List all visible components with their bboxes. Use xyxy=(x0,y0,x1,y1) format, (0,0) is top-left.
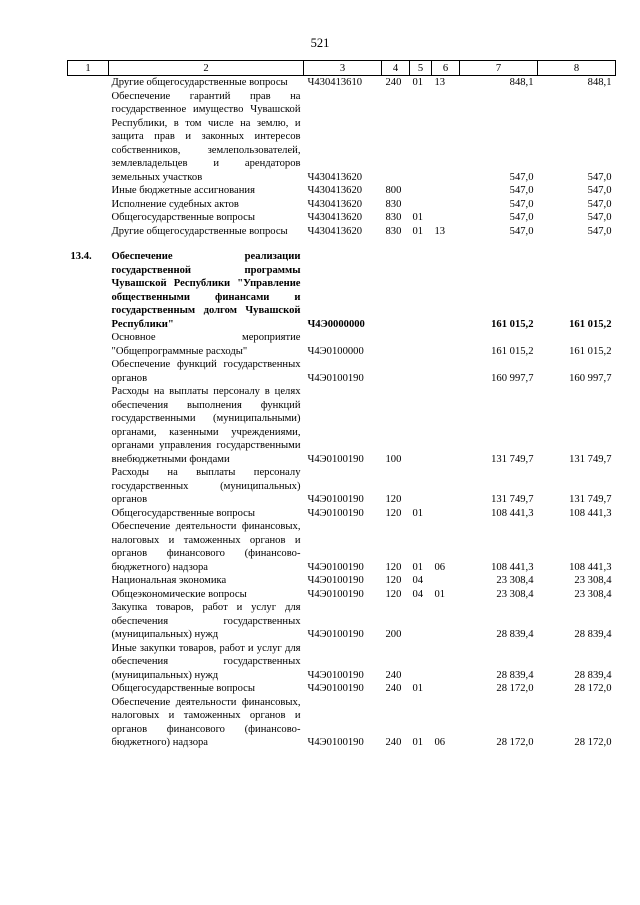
row-code: Ч4Э0100190 xyxy=(307,494,364,505)
budget-table xyxy=(67,60,616,750)
row-number xyxy=(68,574,109,588)
row-amount-col7: 547,0 xyxy=(509,212,534,223)
header-cell: 4 xyxy=(382,61,410,76)
row-amount-col8: 131 749,7 xyxy=(569,494,612,505)
row-code: Ч430413620 xyxy=(307,198,363,210)
spacer-cell xyxy=(68,238,616,250)
header-cell: 7 xyxy=(460,61,538,76)
row-code: Ч4Э0100190 xyxy=(307,507,364,519)
table-row xyxy=(68,696,616,750)
row-code: Ч430413620 xyxy=(307,185,363,196)
row-name: Другие общегосударственные вопросы xyxy=(111,77,288,88)
row-section: 01 xyxy=(412,507,424,519)
row-number xyxy=(68,601,109,642)
header-cell: 2 xyxy=(109,61,304,76)
row-expense-type xyxy=(382,358,410,385)
row-subsection xyxy=(432,331,460,358)
row-expense-type: 100 xyxy=(385,453,402,465)
table-row xyxy=(68,90,616,185)
row-subsection xyxy=(432,211,460,225)
table-row xyxy=(68,358,616,385)
row-amount-col8: 131 749,7 xyxy=(569,453,612,465)
row-section xyxy=(410,642,432,683)
row-code: Ч430413620 xyxy=(307,171,363,183)
row-name: Национальная экономика xyxy=(111,575,227,586)
row-subsection xyxy=(432,358,460,385)
row-number xyxy=(68,331,109,358)
row-code: Ч4Э0100190 xyxy=(307,453,364,465)
row-code: Ч4Э0100190 xyxy=(307,575,364,586)
row-name: Обеспечение функций государственных органов xyxy=(111,359,301,384)
row-section: 01 xyxy=(412,561,424,573)
row-amount-col7: 108 441,3 xyxy=(491,507,534,519)
row-number xyxy=(68,466,109,507)
table-row xyxy=(68,588,616,602)
row-code: Ч4Э0100190 xyxy=(307,629,364,640)
row-section: 04 xyxy=(412,575,424,586)
row-section xyxy=(410,358,432,385)
row-amount-col7: 160 997,7 xyxy=(491,372,534,384)
row-subsection xyxy=(432,642,460,683)
row-section xyxy=(410,198,432,212)
row-name: Расходы на выплаты персоналу в целях обеспечения выполнения функций государственными (муниципальными) органами, казенными учреждениями, органами управления государственными внебюджетными фондами xyxy=(111,386,301,465)
row-amount-col7: 131 749,7 xyxy=(491,494,534,505)
row-subsection: 13 xyxy=(434,77,446,88)
table-row xyxy=(68,642,616,683)
table-row xyxy=(68,198,616,212)
row-name: Иные закупки товаров, работ и услуг для обеспечения государственных (муниципальных) нужд xyxy=(111,642,301,681)
table-row xyxy=(68,385,616,466)
row-expense-type: 240 xyxy=(385,77,402,88)
row-expense-type xyxy=(382,90,410,185)
page-number: 521 xyxy=(310,36,330,50)
row-amount-col7: 547,0 xyxy=(509,225,534,237)
row-spacer xyxy=(68,238,616,250)
row-section: 01 xyxy=(412,225,424,237)
row-number xyxy=(68,385,109,466)
row-subsection xyxy=(432,90,460,185)
row-expense-type: 120 xyxy=(385,588,402,600)
row-subsection xyxy=(432,507,460,521)
header-cell: 6 xyxy=(432,61,460,76)
header-cell: 8 xyxy=(538,61,616,76)
row-number xyxy=(68,520,109,574)
row-amount-col7: 547,0 xyxy=(509,171,534,183)
row-code: Ч4Э0000000 xyxy=(307,318,365,330)
row-section: 01 xyxy=(412,737,424,748)
row-code: Ч4Э0100000 xyxy=(307,345,364,357)
row-amount-col8: 23 308,4 xyxy=(574,575,612,586)
table-row xyxy=(68,601,616,642)
row-amount-col7: 848,1 xyxy=(509,77,534,88)
row-expense-type: 830 xyxy=(385,212,402,223)
row-number xyxy=(68,184,109,198)
row-code: Ч430413620 xyxy=(307,212,363,223)
row-name: Общеэкономические вопросы xyxy=(111,588,247,600)
row-amount-col7: 28 839,4 xyxy=(496,669,534,681)
row-expense-type: 240 xyxy=(385,669,402,681)
row-name: Иные бюджетные ассигнования xyxy=(111,185,255,196)
row-section: 04 xyxy=(412,588,424,600)
row-subsection xyxy=(432,574,460,588)
row-number xyxy=(68,90,109,185)
row-amount-col8: 547,0 xyxy=(587,198,612,210)
header-cell: 3 xyxy=(304,61,382,76)
row-amount-col8: 160 997,7 xyxy=(569,372,612,384)
row-amount-col7: 28 172,0 xyxy=(496,683,534,694)
row-amount-col7: 23 308,4 xyxy=(496,575,534,586)
row-name: Обеспечение гарантий прав на государственное имущество Чувашской Республики, в том числе на землю, и защита прав и законных интересов собственников, землепользователей, землевладельцев и арендаторов земельных участков xyxy=(111,90,301,183)
header-cell: 5 xyxy=(410,61,432,76)
table-row xyxy=(68,520,616,574)
row-subsection xyxy=(432,385,460,466)
row-amount-col8: 547,0 xyxy=(587,225,612,237)
row-amount-col8: 28 839,4 xyxy=(574,669,612,681)
row-amount-col7: 161 015,2 xyxy=(491,318,534,330)
row-amount-col8: 23 308,4 xyxy=(574,588,612,600)
row-subsection: 06 xyxy=(434,561,446,573)
row-number xyxy=(68,507,109,521)
table-row xyxy=(68,682,616,696)
row-amount-col8: 161 015,2 xyxy=(569,345,612,357)
row-code: Ч4Э0100190 xyxy=(307,669,364,681)
row-subsection: 01 xyxy=(434,588,446,600)
table-row xyxy=(68,211,616,225)
row-amount-col7: 28 839,4 xyxy=(496,629,534,640)
row-expense-type: 200 xyxy=(385,629,402,640)
row-code: Ч430413620 xyxy=(307,225,363,237)
row-expense-type: 830 xyxy=(385,225,402,237)
row-subsection: 13 xyxy=(434,225,446,237)
row-number: 13.4. xyxy=(70,251,92,262)
row-amount-col8: 848,1 xyxy=(587,77,612,88)
row-expense-type: 800 xyxy=(385,185,402,196)
row-expense-type: 120 xyxy=(385,561,402,573)
header-row xyxy=(68,61,616,76)
row-section xyxy=(410,385,432,466)
row-number xyxy=(68,358,109,385)
row-section: 01 xyxy=(412,212,424,223)
row-number xyxy=(68,198,109,212)
row-amount-col8: 547,0 xyxy=(587,171,612,183)
row-amount-col7: 108 441,3 xyxy=(491,561,534,573)
row-subsection xyxy=(432,250,460,331)
row-expense-type: 830 xyxy=(385,198,402,210)
row-code: Ч4Э0100190 xyxy=(307,561,364,573)
row-number xyxy=(68,682,109,696)
row-section xyxy=(410,184,432,198)
row-amount-col7: 131 749,7 xyxy=(491,453,534,465)
row-expense-type: 240 xyxy=(385,683,402,694)
row-section xyxy=(410,331,432,358)
row-name: Общегосударственные вопросы xyxy=(111,507,255,519)
row-number xyxy=(68,642,109,683)
row-number xyxy=(68,588,109,602)
row-amount-col7: 23 308,4 xyxy=(496,588,534,600)
table-row xyxy=(68,76,616,90)
header-cell: 1 xyxy=(68,61,109,76)
row-code: Ч4Э0100190 xyxy=(307,372,364,384)
table-row xyxy=(68,466,616,507)
row-name: Обеспечение деятельности финансовых, налоговых и таможенных органов и органов финансового (финансово-бюджетного) надзора xyxy=(111,521,301,573)
row-amount-col8: 28 172,0 xyxy=(574,737,612,748)
row-expense-type: 120 xyxy=(385,494,402,505)
row-subsection xyxy=(432,601,460,642)
row-amount-col8: 547,0 xyxy=(587,212,612,223)
table-row xyxy=(68,507,616,521)
row-name: Общегосударственные вопросы xyxy=(111,212,255,223)
row-section: 01 xyxy=(412,77,424,88)
row-expense-type: 120 xyxy=(385,507,402,519)
row-section xyxy=(410,466,432,507)
row-code: Ч430413610 xyxy=(307,77,363,88)
row-code: Ч4Э0100190 xyxy=(307,683,364,694)
row-amount-col7: 547,0 xyxy=(509,185,534,196)
row-name: Расходы на выплаты персоналу государственных (муниципальных) органов xyxy=(111,467,301,505)
row-name: Другие общегосударственные вопросы xyxy=(111,225,288,237)
row-expense-type: 240 xyxy=(385,737,402,748)
row-number xyxy=(68,211,109,225)
row-name: Общегосударственные вопросы xyxy=(111,683,255,694)
row-amount-col7: 28 172,0 xyxy=(496,737,534,748)
row-name: Закупка товаров, работ и услуг для обеспечения государственных (муниципальных) нужд xyxy=(111,602,301,640)
row-expense-type xyxy=(382,250,410,331)
row-name: Исполнение судебных актов xyxy=(111,198,239,210)
table-row xyxy=(68,184,616,198)
row-subsection xyxy=(432,184,460,198)
row-section xyxy=(410,90,432,185)
row-expense-type: 120 xyxy=(385,575,402,586)
table-row xyxy=(68,574,616,588)
row-subsection xyxy=(432,198,460,212)
row-amount-col7: 547,0 xyxy=(509,198,534,210)
row-amount-col8: 108 441,3 xyxy=(569,561,612,573)
row-section xyxy=(410,250,432,331)
table-row xyxy=(68,225,616,239)
row-code: Ч4Э0100190 xyxy=(307,588,364,600)
row-amount-col8: 161 015,2 xyxy=(569,318,612,330)
row-name: Обеспечение деятельности финансовых, налоговых и таможенных органов и органов финансового (финансово-бюджетного) надзора xyxy=(111,696,301,748)
row-amount-col8: 28 172,0 xyxy=(574,683,612,694)
row-number xyxy=(68,76,109,90)
row-amount-col7: 161 015,2 xyxy=(491,345,534,357)
table-row xyxy=(68,250,616,331)
row-name: Основное мероприятие "Общепрограммные расходы" xyxy=(111,332,301,357)
row-section: 01 xyxy=(412,683,424,694)
row-subsection xyxy=(432,682,460,696)
row-name: Обеспечение реализации государственной программы Чувашской Республики "Управление общественными финансами и государственным долгом Чувашской Республики" xyxy=(111,251,301,330)
row-number xyxy=(68,696,109,750)
row-amount-col8: 108 441,3 xyxy=(569,507,612,519)
table-row xyxy=(68,331,616,358)
row-amount-col8: 547,0 xyxy=(587,185,612,196)
row-number xyxy=(68,225,109,239)
row-code: Ч4Э0100190 xyxy=(307,737,364,748)
row-expense-type xyxy=(382,331,410,358)
row-section xyxy=(410,601,432,642)
row-amount-col8: 28 839,4 xyxy=(574,629,612,640)
row-subsection xyxy=(432,466,460,507)
row-subsection: 06 xyxy=(434,737,446,748)
